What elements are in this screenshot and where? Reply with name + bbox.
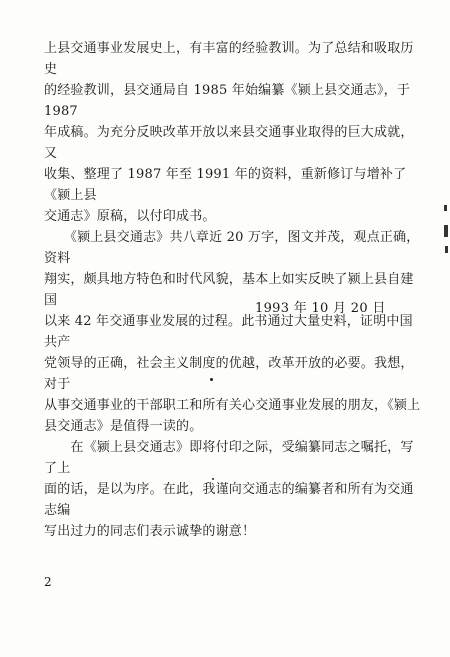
scan-edge-mark [444, 225, 448, 237]
page-number: 2 [44, 575, 52, 589]
scan-speck [212, 478, 214, 480]
paragraph-3: 在《颍上县交通志》即将付印之际，受编纂同志之嘱托，写了上 面的话，是以为序。在此，我谨向交通志的编纂者和所有为交通志编 写出过力的同志们表示诚挚的谢意！ [44, 440, 414, 539]
scan-edge-mark [445, 246, 448, 253]
paragraph-1: 上县交通事业发展史上，有丰富的经验教训。为了总结和吸取历史 的经验教训，县交通局自 1985 年始编纂《颍上县交通志》，于 1987 年成稿。为充分反映改革开放以来县交通事业取得的巨大成就，又 收集、整理了 1987 年至 1991 年的资料，重新修订与增补了《颍上县 交通志》原稿，以付印成书。 [44, 41, 414, 224]
paragraph-2: 《颍上县交通志》共八章近 20 万字，图文并茂，观点正确，资料 翔实，颇具地方特色和时代风貌，基本上如实反映了颍上县自建国 以来 42 年交通事业发展的过程。此书通过大量史料，证明中国共产 党领导的正确，社会主义制度的优越，改革开放的必要。我想，对于 从事交通事业的干部职工和所有关心交通事业发展的朋友，《颍上 县交通志》是值得一读的。 [44, 230, 421, 434]
scan-edge-mark [444, 205, 447, 211]
scan-speck [210, 378, 213, 381]
body-text [44, 38, 422, 542]
signature-date: 1993 年 10 月 20 日 [255, 301, 386, 316]
